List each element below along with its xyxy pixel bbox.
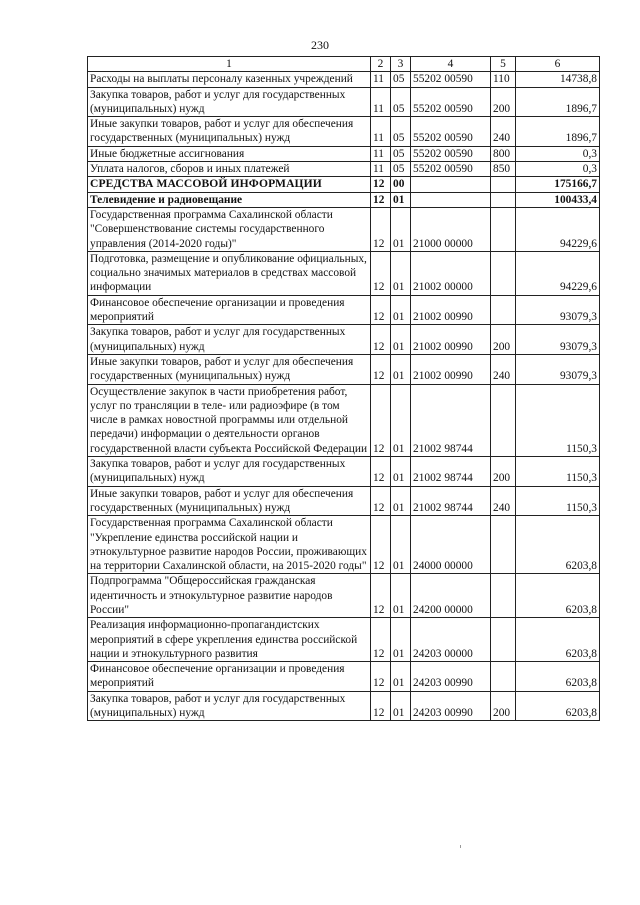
table-row xyxy=(88,486,600,516)
line-item-name: СРЕДСТВА МАССОВОЙ ИНФОРМАЦИИ xyxy=(88,177,371,192)
amount-value: 6203,8 xyxy=(516,691,600,721)
target-article-code: 21002 00990 xyxy=(411,325,491,355)
target-article-code: 55202 00590 xyxy=(411,146,491,161)
table-row xyxy=(88,295,600,325)
expense-type-code: 240 xyxy=(491,486,516,516)
target-article-code: 21002 00000 xyxy=(411,251,491,295)
subsection-code: 05 xyxy=(391,162,411,177)
scan-mark xyxy=(460,845,461,848)
expense-type-code xyxy=(491,295,516,325)
section-code: 11 xyxy=(371,162,391,177)
section-code: 11 xyxy=(371,117,391,147)
section-code: 12 xyxy=(371,251,391,295)
budget-table xyxy=(87,56,600,721)
section-code: 12 xyxy=(371,574,391,618)
table-row xyxy=(88,87,600,117)
amount-value: 6203,8 xyxy=(516,574,600,618)
subsection-code: 05 xyxy=(391,87,411,117)
amount-value: 93079,3 xyxy=(516,325,600,355)
subsection-code: 01 xyxy=(391,192,411,207)
expense-type-code xyxy=(491,516,516,574)
expense-type-code xyxy=(491,192,516,207)
line-item-name: Финансовое обеспечение организации и проведения мероприятий xyxy=(88,662,371,692)
section-code: 12 xyxy=(371,295,391,325)
target-article-code: 55202 00590 xyxy=(411,72,491,87)
section-code: 11 xyxy=(371,72,391,87)
line-item-name: Иные закупки товаров, работ и услуг для обеспечения государственных (муниципальных) нужд xyxy=(88,354,371,384)
target-article-code: 24000 00000 xyxy=(411,516,491,574)
table-row xyxy=(88,251,600,295)
line-item-name: Финансовое обеспечение организации и проведения мероприятий xyxy=(88,295,371,325)
line-item-name: Иные бюджетные ассигнования xyxy=(88,146,371,161)
section-code: 12 xyxy=(371,192,391,207)
line-item-name: Подготовка, размещение и опубликование официальных, социально значимых материалов в средствах массовой информации xyxy=(88,251,371,295)
target-article-code: 24203 00000 xyxy=(411,618,491,662)
amount-value: 1150,3 xyxy=(516,486,600,516)
section-code: 12 xyxy=(371,662,391,692)
column-header-6: 6 xyxy=(516,57,600,72)
expense-type-code: 850 xyxy=(491,162,516,177)
subsection-code: 01 xyxy=(391,207,411,251)
amount-value: 0,3 xyxy=(516,146,600,161)
section-code: 12 xyxy=(371,177,391,192)
amount-value: 100433,4 xyxy=(516,192,600,207)
table-row xyxy=(88,574,600,618)
target-article-code: 55202 00590 xyxy=(411,117,491,147)
expense-type-code xyxy=(491,177,516,192)
expense-type-code: 240 xyxy=(491,354,516,384)
line-item-name: Государственная программа Сахалинской области "Укрепление единства российской нации и этнокультурное развитие народов России, проживающих на территории Сахалинской области, на 2015-2020 годы" xyxy=(88,516,371,574)
section-code: 11 xyxy=(371,146,391,161)
section-code: 12 xyxy=(371,354,391,384)
column-header-2: 2 xyxy=(371,57,391,72)
table-row xyxy=(88,117,600,147)
expense-type-code: 800 xyxy=(491,146,516,161)
subsection-code: 01 xyxy=(391,486,411,516)
amount-value: 1150,3 xyxy=(516,457,600,487)
table-row xyxy=(88,691,600,721)
line-item-name: Телевидение и радиовещание xyxy=(88,192,371,207)
expense-type-code: 200 xyxy=(491,325,516,355)
subsection-code: 01 xyxy=(391,662,411,692)
target-article-code: 21000 00000 xyxy=(411,207,491,251)
line-item-name: Расходы на выплаты персоналу казенных учреждений xyxy=(88,72,371,87)
target-article-code: 55202 00590 xyxy=(411,162,491,177)
target-article-code: 21002 98744 xyxy=(411,486,491,516)
line-item-name: Государственная программа Сахалинской области "Совершенствование системы государственного управления (2014-2020 годы)" xyxy=(88,207,371,251)
table-row xyxy=(88,662,600,692)
subsection-code: 05 xyxy=(391,146,411,161)
column-header-4: 4 xyxy=(411,57,491,72)
subsection-code: 05 xyxy=(391,117,411,147)
column-number-row xyxy=(88,57,600,72)
amount-value: 1896,7 xyxy=(516,117,600,147)
line-item-name: Иные закупки товаров, работ и услуг для обеспечения государственных (муниципальных) нужд xyxy=(88,117,371,147)
section-code: 12 xyxy=(371,384,391,456)
target-article-code xyxy=(411,177,491,192)
target-article-code: 21002 98744 xyxy=(411,384,491,456)
target-article-code: 55202 00590 xyxy=(411,87,491,117)
expense-type-code xyxy=(491,384,516,456)
amount-value: 6203,8 xyxy=(516,618,600,662)
line-item-name: Уплата налогов, сборов и иных платежей xyxy=(88,162,371,177)
subsection-code: 00 xyxy=(391,177,411,192)
section-code: 12 xyxy=(371,618,391,662)
column-header-1: 1 xyxy=(88,57,371,72)
line-item-name: Закупка товаров, работ и услуг для государственных (муниципальных) нужд xyxy=(88,325,371,355)
table-row xyxy=(88,162,600,177)
line-item-name: Подпрограмма "Общероссийская гражданская идентичность и этнокультурное развитие народов России" xyxy=(88,574,371,618)
table-row xyxy=(88,618,600,662)
section-code: 12 xyxy=(371,691,391,721)
subsection-code: 05 xyxy=(391,72,411,87)
subsection-code: 01 xyxy=(391,384,411,456)
page-number: 230 xyxy=(311,38,329,52)
table-row xyxy=(88,384,600,456)
line-item-name: Закупка товаров, работ и услуг для государственных (муниципальных) нужд xyxy=(88,87,371,117)
table-row xyxy=(88,177,600,192)
line-item-name: Реализация информационно-пропагандистских мероприятий в сфере укрепления единства российской нации и этнокультурного развития xyxy=(88,618,371,662)
table-row xyxy=(88,325,600,355)
table-row xyxy=(88,72,600,87)
target-article-code: 24203 00990 xyxy=(411,691,491,721)
target-article-code: 24203 00990 xyxy=(411,662,491,692)
line-item-name: Иные закупки товаров, работ и услуг для обеспечения государственных (муниципальных) нужд xyxy=(88,486,371,516)
subsection-code: 01 xyxy=(391,618,411,662)
subsection-code: 01 xyxy=(391,251,411,295)
target-article-code: 21002 00990 xyxy=(411,354,491,384)
target-article-code: 21002 98744 xyxy=(411,457,491,487)
table-row xyxy=(88,192,600,207)
expense-type-code xyxy=(491,207,516,251)
subsection-code: 01 xyxy=(391,457,411,487)
expense-type-code xyxy=(491,574,516,618)
expense-type-code: 200 xyxy=(491,87,516,117)
line-item-name: Закупка товаров, работ и услуг для государственных (муниципальных) нужд xyxy=(88,691,371,721)
line-item-name: Закупка товаров, работ и услуг для государственных (муниципальных) нужд xyxy=(88,457,371,487)
expense-type-code: 200 xyxy=(491,457,516,487)
subsection-code: 01 xyxy=(391,574,411,618)
amount-value: 14738,8 xyxy=(516,72,600,87)
table-body xyxy=(88,72,600,721)
subsection-code: 01 xyxy=(391,691,411,721)
section-code: 11 xyxy=(371,87,391,117)
target-article-code xyxy=(411,192,491,207)
section-code: 12 xyxy=(371,516,391,574)
table-row xyxy=(88,207,600,251)
amount-value: 6203,8 xyxy=(516,662,600,692)
amount-value: 1896,7 xyxy=(516,87,600,117)
target-article-code: 21002 00990 xyxy=(411,295,491,325)
expense-type-code: 240 xyxy=(491,117,516,147)
expense-type-code xyxy=(491,251,516,295)
column-header-3: 3 xyxy=(391,57,411,72)
expense-type-code: 110 xyxy=(491,72,516,87)
section-code: 12 xyxy=(371,207,391,251)
expense-type-code xyxy=(491,618,516,662)
table-row xyxy=(88,457,600,487)
subsection-code: 01 xyxy=(391,354,411,384)
amount-value: 94229,6 xyxy=(516,207,600,251)
expense-type-code: 200 xyxy=(491,691,516,721)
amount-value: 6203,8 xyxy=(516,516,600,574)
amount-value: 94229,6 xyxy=(516,251,600,295)
section-code: 12 xyxy=(371,457,391,487)
subsection-code: 01 xyxy=(391,325,411,355)
amount-value: 93079,3 xyxy=(516,354,600,384)
amount-value: 93079,3 xyxy=(516,295,600,325)
section-code: 12 xyxy=(371,325,391,355)
subsection-code: 01 xyxy=(391,295,411,325)
expense-type-code xyxy=(491,662,516,692)
table-row xyxy=(88,146,600,161)
table-row xyxy=(88,516,600,574)
section-code: 12 xyxy=(371,486,391,516)
subsection-code: 01 xyxy=(391,516,411,574)
line-item-name: Осуществление закупок в части приобретения работ, услуг по трансляции в теле- или радиоэфире (в том числе в рамках новостной программы или отдельной передачи) информации о деятельности органов государственной власти субъекта Российской Федерации xyxy=(88,384,371,456)
amount-value: 175166,7 xyxy=(516,177,600,192)
table-row xyxy=(88,354,600,384)
amount-value: 0,3 xyxy=(516,162,600,177)
column-header-5: 5 xyxy=(491,57,516,72)
amount-value: 1150,3 xyxy=(516,384,600,456)
target-article-code: 24200 00000 xyxy=(411,574,491,618)
